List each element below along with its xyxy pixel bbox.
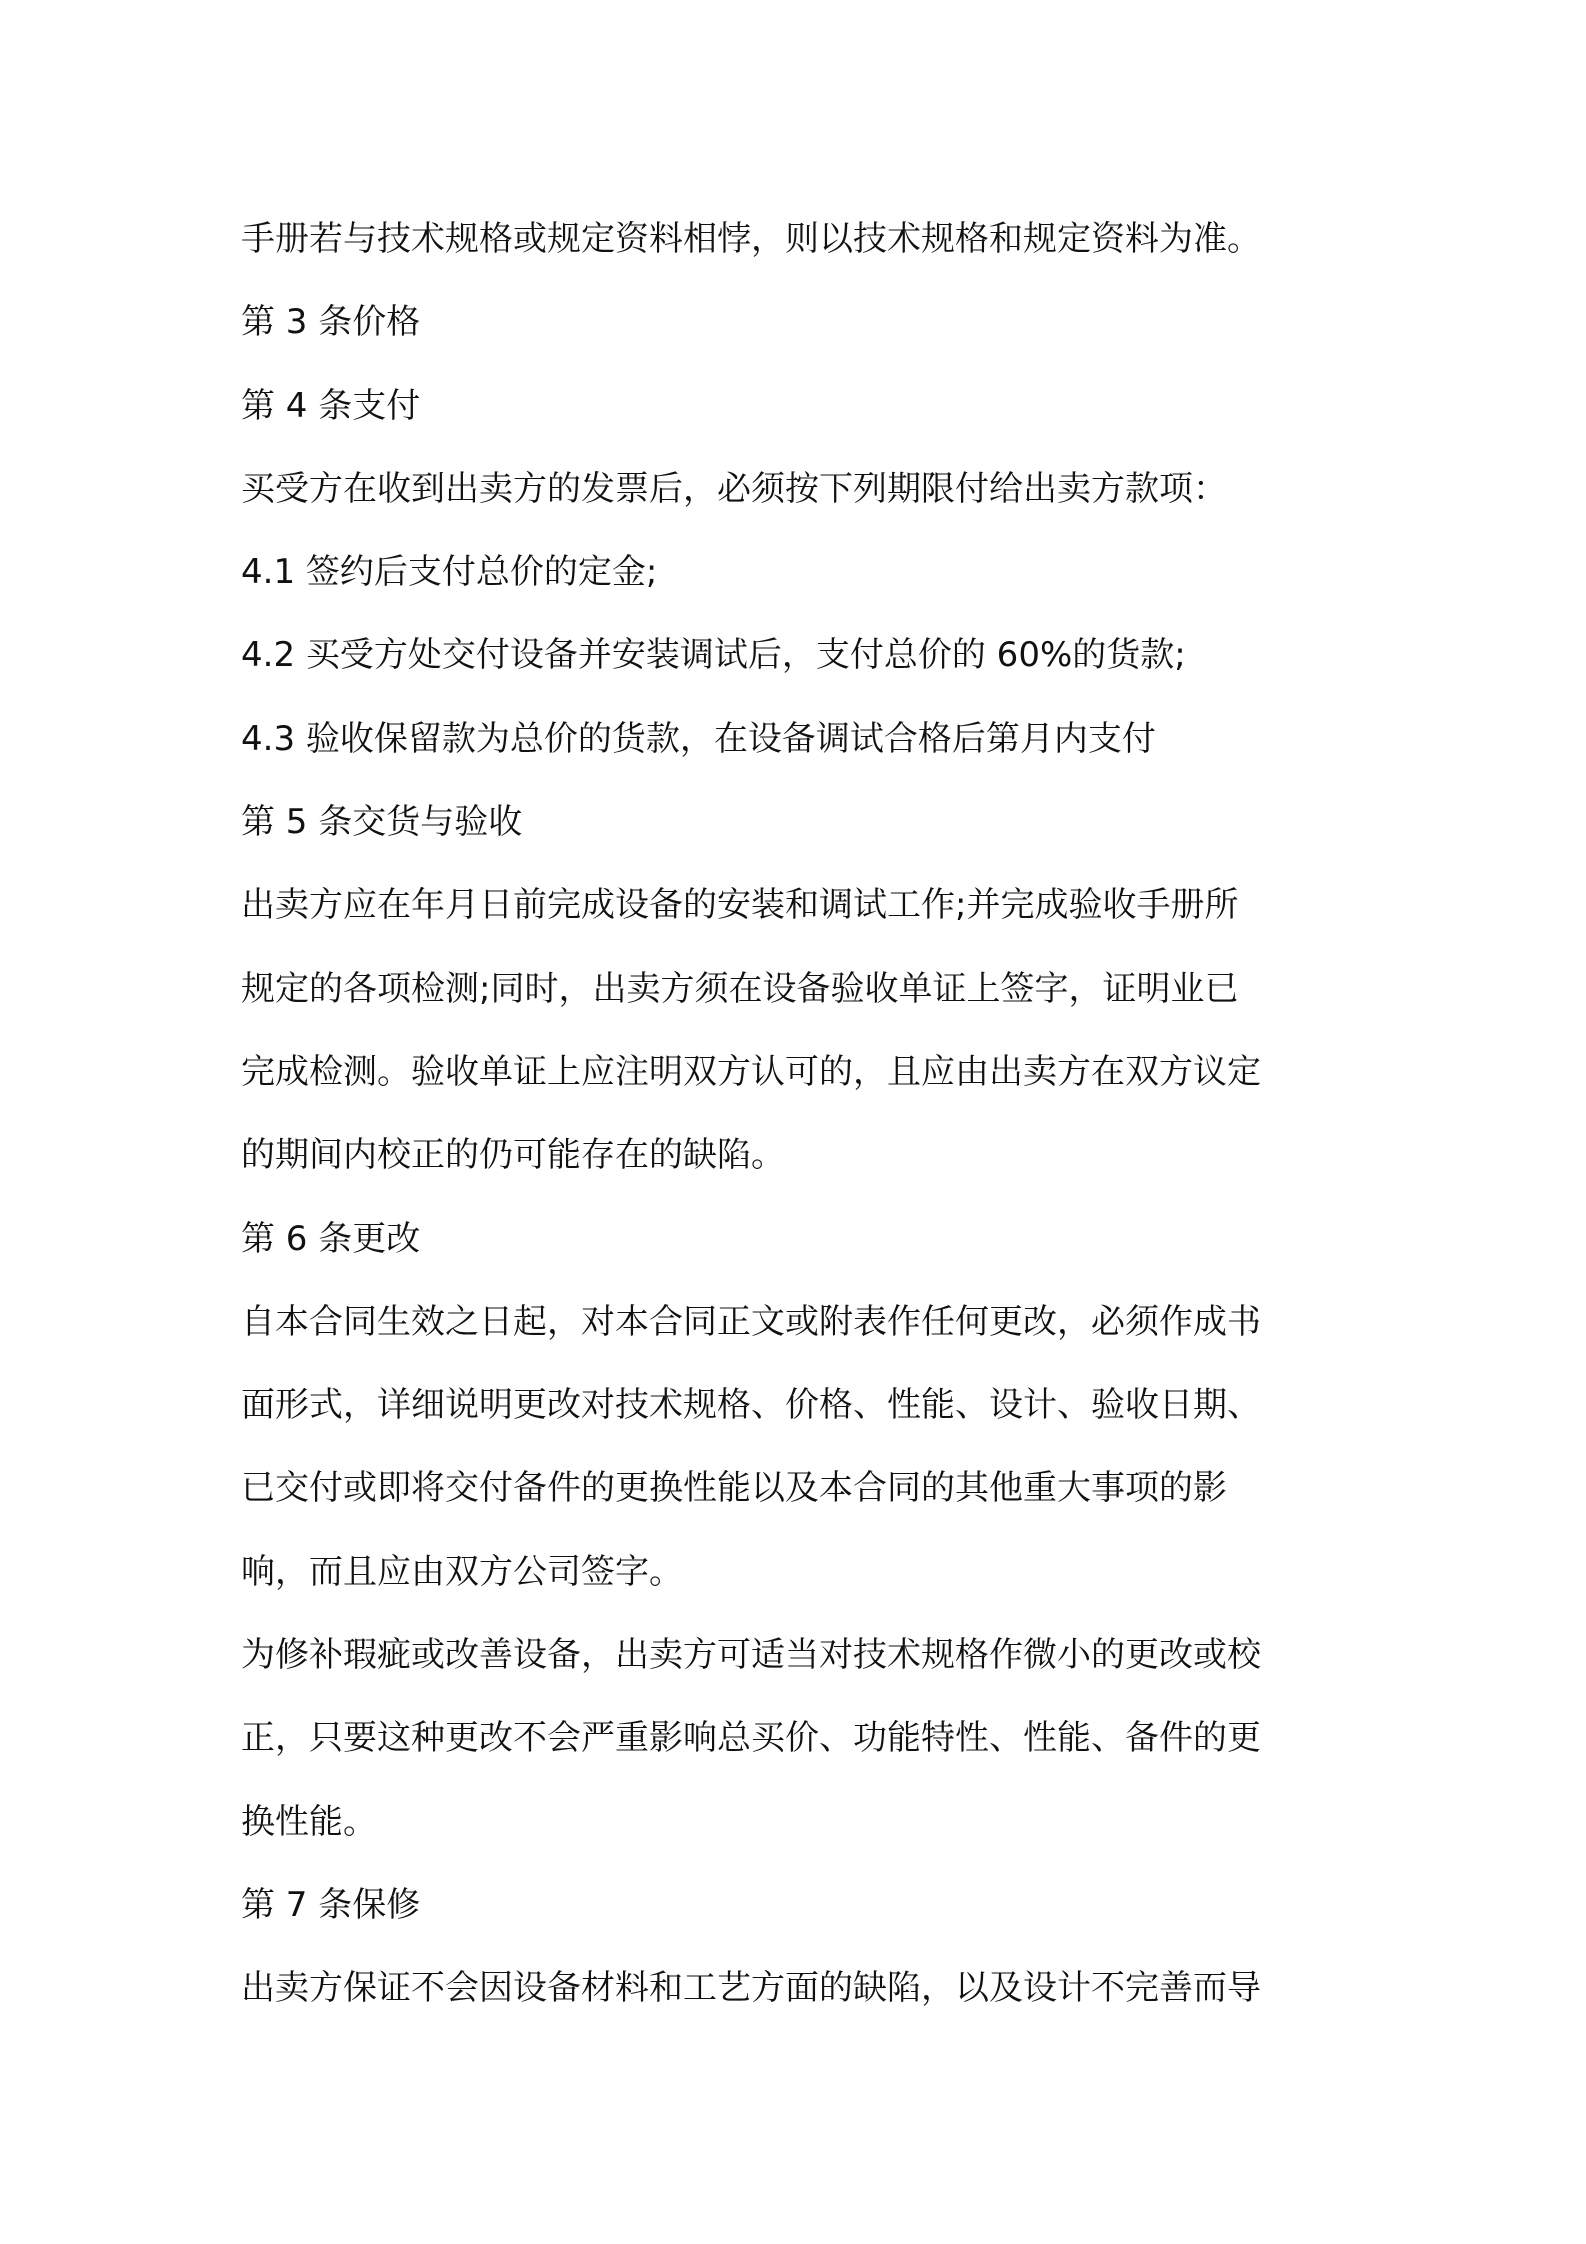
section-heading-4: 第 4 条支付	[241, 385, 421, 426]
section-heading-3: 第 3 条价格	[241, 302, 421, 343]
text-line: 自本合同生效之日起，对本合同正文或附表作任何更改，必须作成书	[241, 1301, 1261, 1342]
text-line: 正，只要这种更改不会严重影响总买价、功能特性、性能、备件的更	[241, 1718, 1261, 1759]
text-line: 已交付或即将交付备件的更换性能以及本合同的其他重大事项的影	[241, 1468, 1227, 1509]
text-line: 出卖方应在年月日前完成设备的安装和调试工作;并完成验收手册所	[241, 885, 1239, 926]
text-line: 的期间内校正的仍可能存在的缺陷。	[241, 1135, 785, 1176]
section-heading-5: 第 5 条交货与验收	[241, 802, 523, 843]
text-line: 为修补瑕疵或改善设备，出卖方可适当对技术规格作微小的更改或校	[241, 1635, 1261, 1676]
text-line: 出卖方保证不会因设备材料和工艺方面的缺陷，以及设计不完善而导	[241, 1968, 1261, 2009]
section-heading-6: 第 6 条更改	[241, 1218, 421, 1259]
text-line: 换性能。	[241, 1801, 377, 1842]
text-line: 面形式，详细说明更改对技术规格、价格、性能、设计、验收日期、	[241, 1385, 1261, 1426]
text-line: 手册若与技术规格或规定资料相悖，则以技术规格和规定资料为准。	[241, 219, 1261, 259]
text-line: 响，而且应由双方公司签字。	[241, 1551, 683, 1592]
text-line: 买受方在收到出卖方的发票后，必须按下列期限付给出卖方款项：	[241, 468, 1227, 509]
document-body	[241, 198, 1366, 2031]
text-line: 规定的各项检测;同时，出卖方须在设备验收单证上签字，证明业已	[241, 968, 1239, 1009]
text-line: 完成检测。验收单证上应注明双方认可的，且应由出卖方在双方议定	[241, 1051, 1261, 1092]
section-heading-7: 第 7 条保修	[241, 1884, 421, 1925]
clause-4-1: 4.1 签约后支付总价的定金;	[241, 552, 658, 593]
clause-4-2: 4.2 买受方处交付设备并安装调试后，支付总价的 60%的货款;	[241, 635, 1186, 676]
clause-4-3: 4.3 验收保留款为总价的货款，在设备调试合格后第月内支付	[241, 718, 1156, 759]
